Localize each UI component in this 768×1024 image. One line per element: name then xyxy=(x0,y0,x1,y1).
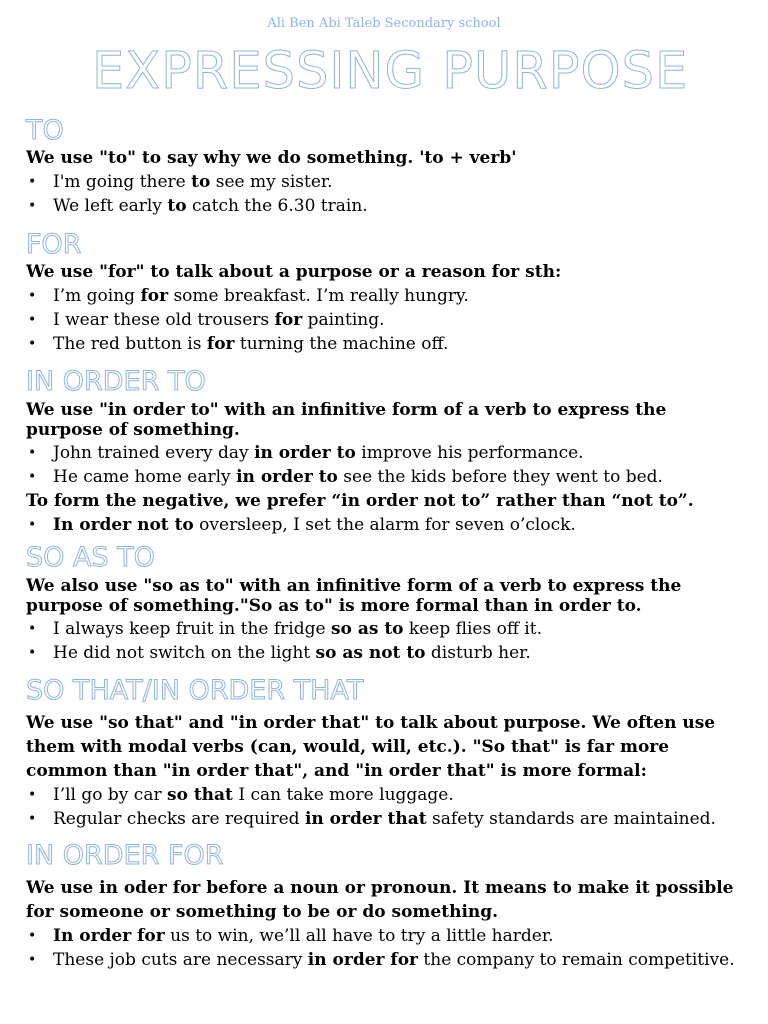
bullet-icon: • xyxy=(28,198,37,214)
section-heading: FOR xyxy=(26,229,82,260)
section-intro-line: them with modal verbs (can, would, will, etc.). "So that" is far more xyxy=(26,737,670,757)
bullet-icon: • xyxy=(28,787,37,803)
section-heading: SO AS TO xyxy=(26,542,155,573)
example-item: • I'm going there to see my sister. xyxy=(28,172,333,192)
negative-form-note: To form the negative, we prefer “in order not to” rather than “not to”. xyxy=(26,491,694,511)
section-heading: SO THAT/IN ORDER THAT xyxy=(26,675,364,706)
example-item: • I always keep fruit in the fridge so as to keep flies off it. xyxy=(28,619,542,639)
example-item: • We left early to catch the 6.30 train. xyxy=(28,196,368,216)
bullet-icon: • xyxy=(28,336,37,352)
example-item: • I wear these old trousers for painting. xyxy=(28,310,385,330)
section-intro-line: common than "in order that", and "in order that" is more formal: xyxy=(26,761,647,781)
section-so-that-in-order-that xyxy=(26,676,756,831)
section-intro: We use "for" to talk about a purpose or a reason for sth: xyxy=(26,262,562,282)
example-item: • In order not to oversleep, I set the alarm for seven o’clock. xyxy=(28,515,576,535)
section-so-as-to xyxy=(26,543,756,665)
bullet-icon: • xyxy=(28,174,37,190)
bullet-icon: • xyxy=(28,811,37,827)
bullet-icon: • xyxy=(28,952,37,968)
section-intro-line: purpose of something."So as to" is more formal than in order to. xyxy=(26,596,642,616)
section-intro-line: for someone or something to be or do something. xyxy=(26,902,499,922)
example-item: • In order for us to win, we’ll all have to try a little harder. xyxy=(28,926,554,946)
example-item: • I’m going for some breakfast. I’m really hungry. xyxy=(28,286,469,306)
page-title: EXPRESSING PURPOSE xyxy=(92,42,689,101)
bullet-icon: • xyxy=(28,621,37,637)
section-intro-line: We use in oder for before a noun or pronoun. It means to make it possible xyxy=(26,878,734,898)
section-for xyxy=(26,230,756,356)
bullet-icon: • xyxy=(28,645,37,661)
section-intro-line: purpose of something. xyxy=(26,420,240,440)
bullet-icon: • xyxy=(28,469,37,485)
section-to xyxy=(26,116,756,218)
bullet-icon: • xyxy=(28,928,37,944)
section-heading: IN ORDER TO xyxy=(26,366,206,397)
example-item: • John trained every day in order to improve his performance. xyxy=(28,443,584,463)
example-item: • He came home early in order to see the kids before they went to bed. xyxy=(28,467,663,487)
section-intro-line: We also use "so as to" with an infinitive form of a verb to express the xyxy=(26,576,682,596)
bullet-icon: • xyxy=(28,288,37,304)
section-in-order-for xyxy=(26,841,756,972)
example-item: • I’ll go by car so that I can take more luggage. xyxy=(28,785,454,805)
bullet-icon: • xyxy=(28,445,37,461)
section-intro-line: We use "in order to" with an infinitive form of a verb to express the xyxy=(26,400,667,420)
example-item: • These job cuts are necessary in order for the company to remain competitive. xyxy=(28,950,735,970)
bullet-icon: • xyxy=(28,517,37,533)
section-heading: TO xyxy=(26,115,64,146)
example-item: • Regular checks are required in order that safety standards are maintained. xyxy=(28,809,716,829)
section-heading: IN ORDER FOR xyxy=(26,840,224,871)
section-in-order-to xyxy=(26,367,756,537)
section-intro: We use "to" to say why we do something. 'to + verb' xyxy=(26,148,517,168)
example-item: • The red button is for turning the machine off. xyxy=(28,334,449,354)
section-intro-line: We use "so that" and "in order that" to talk about purpose. We often use xyxy=(26,713,716,733)
bullet-icon: • xyxy=(28,312,37,328)
school-name: Ali Ben Abi Taleb Secondary school xyxy=(267,16,501,31)
example-item: • He did not switch on the light so as not to disturb her. xyxy=(28,643,531,663)
